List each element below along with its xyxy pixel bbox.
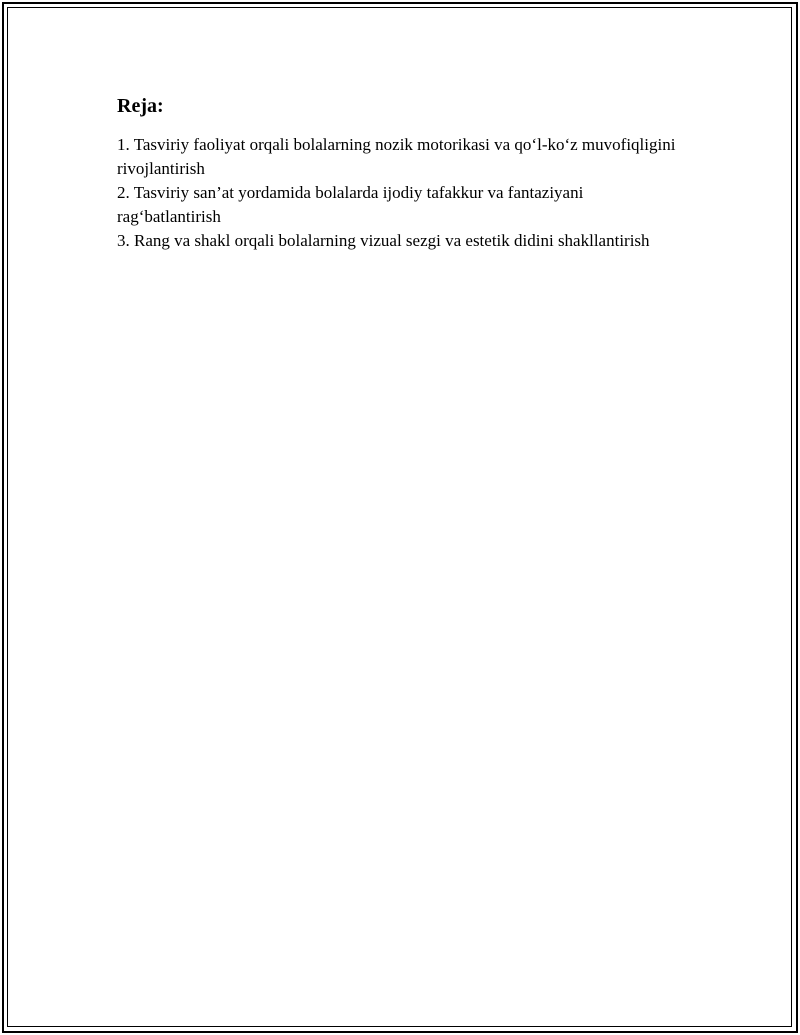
plan-heading: Reja: bbox=[117, 95, 164, 117]
plan-item: 3. Rang va shakl orqali bolalarning vizual sezgi va estetik didini shakllantirish bbox=[117, 231, 650, 250]
plan-item: 2. Tasviriy san’at yordamida bolalarda ijodiy tafakkur va fantaziyani rag‘batlantirish bbox=[117, 183, 584, 226]
document-content bbox=[117, 94, 677, 253]
plan-item: 1. Tasviriy faoliyat orqali bolalarning nozik motorikasi va qo‘l-ko‘z muvofiqligini rivojlantirish bbox=[117, 135, 676, 178]
plan-list bbox=[117, 133, 677, 253]
